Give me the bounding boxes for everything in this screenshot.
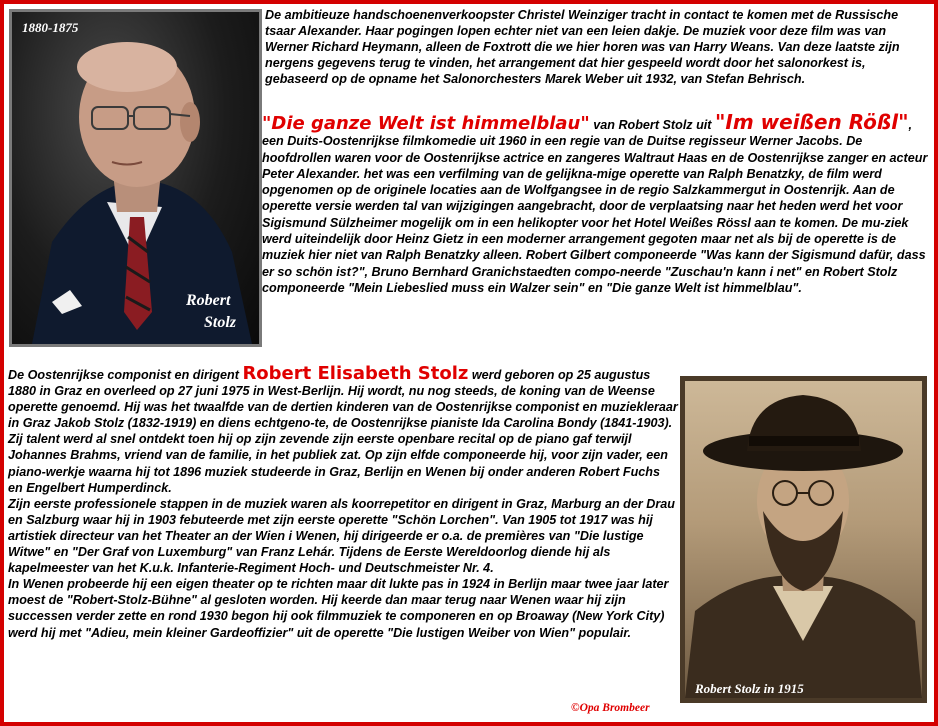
portrait-caption-first-name: Robert xyxy=(186,292,231,309)
portrait-years: 1880-1875 xyxy=(22,20,79,35)
film-title: "Im weißen Rößl" xyxy=(715,110,909,134)
composer-name: Robert Elisabeth Stolz xyxy=(242,363,469,384)
biography-paragraph-1 xyxy=(8,363,678,496)
portrait-1915-caption: Robert Stolz in 1915 xyxy=(695,681,804,696)
biography-intro: De Oostenrijkse componist en dirigent xyxy=(8,368,243,382)
biography-paragraph-3: In Wenen probeerde hij een eigen theater op te richten maar dit lukte pas in 1924 in Berlijn maar twee jaar later moest de "Robert-Stolz-Bühne" al gesloten worden. Hij keerde dan maar terug naar Wenen waar hij zijn successen verder zette en rond 1930 begon hij ook filmmuziek te componeren en op Broaway (New York City) werd hij met "Adieu, mein kleiner Gardeoffizier" uit de operette "Die lustigen Weiber von Wien" populair. xyxy=(8,577,669,640)
biography-body-1: werd geboren op 25 augustus 1880 in Graz en overleed op 27 juni 1975 in West-Berlijn. Hij wordt, nu nog steeds, de koning van de Weense operette genoemd. Hij was het twaalfde van de dertien kinderen van de Oostenrijkse componist en muziekleraar in Graz Jakob Stolz (1832-1919) en diens echtgeno-te, de Oostenrijkse pianiste Ida Carolina Bondy (1841-1903). Zij talent werd al snel ontdekt toen hij op zijn zevende zijn eerste openbare recital op de piano gaf terwijl Johannes Brahms, vriend van de familie, in het publiek zat. Op zijn elfde componeerde hij, voor zijn vader, een piano-werkje waarna hij tot 1896 muziek studeerde in Graz, Berlijn en Wenen bij onder anderen Robert Fuchs en Engelbert Humperdinck. xyxy=(8,368,678,495)
portrait-1915-illustration xyxy=(685,381,922,698)
biography-section xyxy=(8,363,678,641)
copyright-text: ©Opa Brombeer xyxy=(571,702,650,714)
intro-paragraph: De ambitieuze handschoenenverkoopster Christel Weinziger tracht in contact te komen met de Russische tsaar Alexander. Haar pogingen lopen echter niet van een leien dakje. De muziek voor deze film was van Werner Richard Heymann, alleen de Foxtrott die we hier horen was van Harry Weans. Van deze laatste zijn nergens gegevens terug te vinden, het arrangement dat hier gespeeld wordt door het salonorkest is, gebaseerd op de opname het Salonorchesters Marek Weber uit 1932, van Stefan Behrisch. xyxy=(265,8,900,86)
portrait-caption-last-name: Stolz xyxy=(204,314,237,331)
song-by-text: van Robert Stolz uit xyxy=(589,118,715,132)
biography-paragraph-2: Zijn eerste professionele stappen in de muziek waren als koorrepetitor en dirigent in Graz, Marburg an der Drau en Salzburg waar hij in 1903 febuteerde met zijn eerste operette "Schön Lorchen". Van 1905 tot 1917 was hij artistiek directeur van het Theater an der Wien i Wenen, hij dirigeerde er o.a. de premières van "Die lustige Witwe" en "Der Graf von Luxemburg" van Franz Lehár. Tijdens de Eerste Wereldoorlog diende hij als kapelmeester van het K.u.k. Infanterie-Regiment Hoch- und Deutschmeister Nr. 4. xyxy=(8,496,675,576)
film-paragraph-body: , een Duits-Oostenrijkse filmkomedie uit 1960 in een regie van de Duitse regisseur Werner Jacobs. De hoofdrollen waren voor de Oostenrijkse actrice en zangeres Waltraut Haas en de Oostenrijkse zanger en acteur Peter Alexander. het was een verfilming van de gelijkna-mige operette van Ralph Benatzky, de film werd opgenomen op de originele locaties aan de Wolfgangsee in de regio Salzkammergut in Oostenrijk. Aan de operette versie werden tal van wijzigingen aangebracht, door de verplaatsing naar het heden werd het voor Sigismund Sülzheimer mogelijk om in een helikopter voor het Hotel Weißes Rössl aan te komen. De mu-ziek werd uiteindelijk door Heinz Gietz in een moderner arrangement gegoten maar net als bij de operette is de muziek hier niet van Ralph Benatzky alleen. Robert Gilbert componeerde "Was kann der Sigismund dafür, dass er so schön ist?", Bruno Bernhard Granichstaedten compo-neerde "Zuschau'n kann i net" en Robert Stolz componeerde "Mein Liebeslied muss ein Walzer sein" en "Die ganze Welt ist himmelblau". xyxy=(262,118,928,295)
song-title: "Die ganze Welt ist himmelblau" xyxy=(262,113,590,134)
portrait-photo-elderly xyxy=(9,9,262,347)
film-paragraph xyxy=(262,110,932,296)
portrait-photo-1915 xyxy=(680,376,927,703)
